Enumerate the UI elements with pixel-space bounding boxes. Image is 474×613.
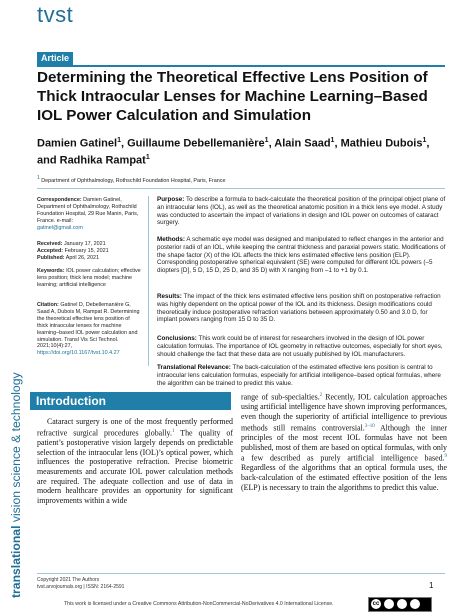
- side-banner-rest: vision science & technology: [9, 372, 23, 526]
- intro-col2-b: Recently, IOL calculation approaches using artificial intelligence have shown improving performances, even though the superiority of artificial intelligence to previous methods still remains controversial.: [241, 392, 448, 433]
- relevance-label: Translational Relevance:: [157, 364, 231, 371]
- correspondence-block: [37, 197, 141, 232]
- affiliation-sup: 1: [37, 175, 40, 181]
- author-separator: , and: [37, 137, 430, 167]
- author-list: [37, 134, 445, 167]
- author-separator: ,: [120, 137, 128, 150]
- footer-rule: [37, 573, 445, 574]
- copyright: Copyright 2021 The Authors: [37, 577, 100, 583]
- article-title: Determining the Theoretical Effective Lens Position of Thick Intraocular Lenses for Machine Learning–Based IOL Power Calculation and Simulation: [37, 69, 428, 124]
- conclusions-label: Conclusions:: [157, 335, 197, 342]
- intro-ref-2[interactable]: 2: [319, 393, 323, 398]
- abstract-conclusions: [157, 335, 447, 358]
- abstract-purpose: [157, 196, 447, 227]
- received-label: Received:: [37, 241, 63, 247]
- relevance-text: The back-calculation of the estimated effective lens position is central to intraocular lens calculation formulas, especially for artificial intelligence–based optical formulas, where the algorithm can be trained to predict this value.: [157, 364, 441, 387]
- side-banner-bold: translational: [9, 525, 23, 598]
- nc-icon: [397, 599, 407, 609]
- citation-label: Citation:: [37, 302, 59, 308]
- sidebar-divider: [148, 196, 149, 366]
- author-separator: ,: [268, 137, 275, 150]
- accepted-date: February 15, 2021: [64, 247, 109, 254]
- intro-col2-a: range of sub-specialties.: [241, 392, 320, 402]
- introduction-column-2: [241, 391, 447, 492]
- by-icon: [384, 599, 394, 609]
- page-number: 1: [429, 581, 434, 590]
- methods-text: A schematic eye model was designed and manipulated to reflect changes in the anterior and posterior radii of an IOL, while keeping the central thickness and paraxial powers static. Modifications of the shape factor (X) of the IOL affects the thick lens estimated effective lens position (ELP). Corresponding postoperative spherical equivalent (SE) were computed for different IOL powers (–5 diopters [D], 5 D, 15 D, 25 D, and 35 D) with X ranging from –1 to +1 by 0.1.: [157, 236, 446, 275]
- conclusions-text: This work could be of interest for researchers involved in the design of IOL power calculation formulas. The importance of IOL geometry in refractive outcomes, especially for short eyes, should challenge the fact that these data are not usually published by IOL manufacturers.: [157, 335, 443, 358]
- keywords-text: IOL power calculation; effective lens position; thick lens model; machine learning; artificial intelligence: [37, 268, 141, 288]
- methods-label: Methods:: [157, 236, 185, 243]
- article-type-badge: Article: [37, 52, 73, 65]
- journal-url[interactable]: tvst.arvojournals.org | ISSN: 2164-2591: [37, 584, 125, 590]
- citation-text: Gatinel D, Debellemanière G, Saad A, Dubois M, Rampat R. Determining the theoretical effective lens position of thick intraocular lenses for machine learning–based IOL power calculation and simulation. Transl Vis Sci Technol. 2021;10(4):27,: [37, 302, 140, 350]
- introduction-heading: Introduction: [36, 394, 106, 408]
- license-text[interactable]: This work is licensed under a Creative Commons Attribution-NonCommercial-NoDerivatives 4.0 International License.: [64, 601, 334, 607]
- affiliation-rule: [37, 188, 445, 189]
- author-affiliation-sup: 1: [117, 137, 121, 144]
- abstract-results: [157, 293, 447, 324]
- author-name: Radhika Rampat: [59, 154, 146, 167]
- citation-doi-link[interactable]: https://doi.org/10.1167/tvst.10.4.27: [37, 350, 120, 357]
- affiliation: [37, 175, 445, 184]
- keywords-block: [37, 268, 141, 289]
- intro-col1-rest: The quality of patient’s postoperative vision largely depends on predictable selection of the intraocular lens (IOL)’s optical power, which influences the postoperative refraction. Precise biometric measurements and accurate IOL power calculation methods are required. The adequate collection and use of data in modern healthcare provides an opportunity for significant improvements within a wide: [37, 428, 233, 505]
- abstract-methods: [157, 236, 447, 275]
- author-name: Guillaume Debellemanière: [127, 137, 265, 150]
- journal-side-banner: [6, 250, 26, 598]
- abstract-relevance: [157, 364, 447, 387]
- intro-ref-3[interactable]: 3–10: [364, 423, 375, 429]
- intro-col2-d: Regardless of the algorithms that an optical formula uses, the back-calculation of the estimated effective position of the lens (ELP) is necessary to train the algorithms to predict this value.: [241, 463, 447, 492]
- author-affiliation-sup: 1: [145, 153, 150, 161]
- nd-icon: [410, 599, 420, 609]
- header-rule: [37, 65, 445, 67]
- author-affiliation-sup: 1: [330, 137, 335, 144]
- email-link[interactable]: gatinel@gmail.com: [37, 224, 83, 231]
- author-name: Damien Gatinel: [37, 137, 118, 150]
- dates-block: [37, 241, 141, 262]
- author-affiliation-sup: 1: [422, 137, 427, 144]
- correspondence-label: Correspondence:: [37, 197, 82, 203]
- affiliation-text: Department of Ophthalmology, Rothschild Foundation Hospital, Paris, France: [41, 177, 226, 184]
- citation-block: [37, 302, 141, 357]
- intro-col2-c: Although the inner principles of the most recent IOL formulas have not been published, most of them are based on optical formulas, with only a few described as purely artificial intelligence based.: [241, 423, 447, 463]
- purpose-label: Purpose:: [157, 196, 185, 203]
- author-affiliation-sup: 1: [264, 137, 269, 144]
- keywords-label: Keywords:: [37, 268, 65, 274]
- intro-ref-4[interactable]: 9: [444, 454, 447, 460]
- purpose-text: To describe a formula to back-calculate the theoretical position of the principal object plane of an intraocular lens (IOL), as well as the theoretical anatomic position in a thick lens eye model. A study was conducted to ascertain the impact of variations in design and IOL power on outcomes of cataract surgery.: [157, 196, 446, 227]
- author-name: Mathieu Dubois: [340, 137, 423, 150]
- published-date: April 26, 2021: [65, 254, 100, 261]
- journal-logo: tvst: [37, 2, 74, 27]
- creative-commons-icon[interactable]: [368, 597, 432, 612]
- correspondence-text: Damien Gatinel, Department of Ophthalmology, Rothschild Foundation Hospital, 29 Rue Manin, Paris, France. e-mail:: [37, 197, 139, 224]
- intro-ref-1[interactable]: 1: [171, 428, 175, 434]
- cc-icon: cc: [372, 601, 380, 607]
- author-name: Alain Saad: [274, 137, 331, 150]
- author-separator: ,: [334, 137, 341, 150]
- results-text: The impact of the thick lens estimated effective lens position shift on postoperative refraction was highly dependent on the optical power of the IOL and its thickness. Design modifications could theoretically induce postoperative refraction variations between approximately 0.50 and 3.0 D, for implant powers ranging from 15 D to 35 D.: [157, 293, 441, 324]
- intro-col1-text: Cataract surgery is one of the most frequently performed refractive surgical procedures globally.: [37, 417, 233, 438]
- introduction-column-1: [37, 417, 233, 506]
- results-label: Results:: [157, 293, 182, 300]
- received-date: January 17, 2021: [63, 241, 106, 247]
- published-label: Published:: [37, 254, 65, 261]
- accepted-label: Accepted:: [37, 247, 64, 254]
